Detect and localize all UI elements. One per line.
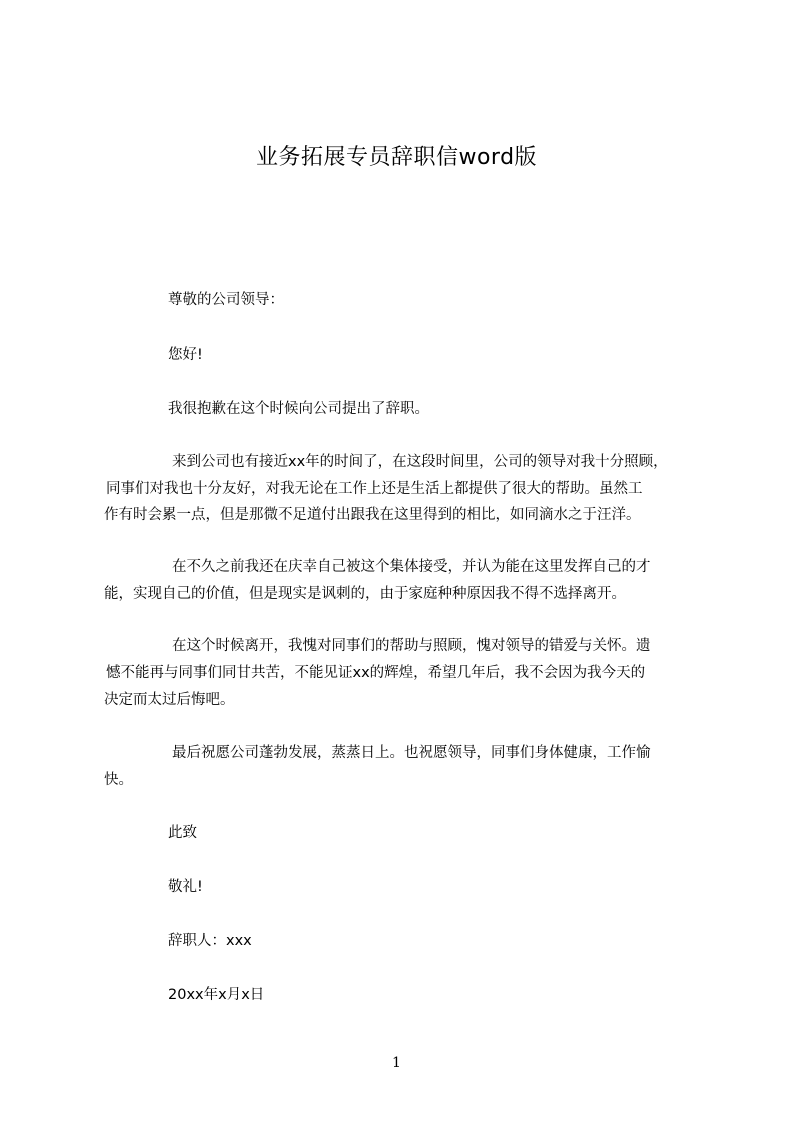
closing-line-2: 敬礼! xyxy=(168,879,203,895)
paragraph-1-line-2: 同事们对我也十分友好，对我无论在工作上还是生活上都提供了很大的帮助。虽然工 xyxy=(106,481,643,497)
paragraph-3-line-1: 在这个时候离开，我愧对同事们的帮助与照顾，愧对领导的错爱与关怀。遗 xyxy=(172,638,651,654)
paragraph-2-line-2: 能，实现自己的价值，但是现实是讽刺的，由于家庭种种原因我不得不选择离开。 xyxy=(104,586,626,602)
paragraph-4-line-1: 最后祝愿公司蓬勃发展，蒸蒸日上。也祝愿领导，同事们身体健康，工作愉 xyxy=(172,745,651,761)
document-title: 业务拓展专员辞职信word版 xyxy=(255,145,538,170)
paragraph-1-line-1: 来到公司也有接近xx年的时间了，在这段时间里，公司的领导对我十分照顾， xyxy=(172,454,668,470)
paragraph-3-line-2: 憾不能再与同事们同甘共苦，不能见证xx的辉煌，希望几年后，我不会因为我今天的 xyxy=(106,665,646,681)
intro-line: 我很抱歉在这个时候向公司提出了辞职。 xyxy=(168,401,429,417)
date-line: 20xx年x月x日 xyxy=(168,987,265,1003)
signature-line: 辞职人：xxx xyxy=(168,933,252,949)
greeting: 您好! xyxy=(168,347,203,363)
salutation: 尊敬的公司领导： xyxy=(168,292,284,308)
paragraph-3-line-3: 决定而太过后悔吧。 xyxy=(104,692,235,708)
page-number: 1 xyxy=(392,1055,401,1071)
paragraph-2-line-1: 在不久之前我还在庆幸自己被这个集体接受，并认为能在这里发挥自己的才 xyxy=(172,559,651,575)
paragraph-4-line-2: 快。 xyxy=(104,772,133,788)
closing-line-1: 此致 xyxy=(168,825,197,841)
paragraph-1-line-3: 作有时会累一点，但是那微不足道付出跟我在这里得到的相比，如同滴水之于汪洋。 xyxy=(104,507,641,523)
